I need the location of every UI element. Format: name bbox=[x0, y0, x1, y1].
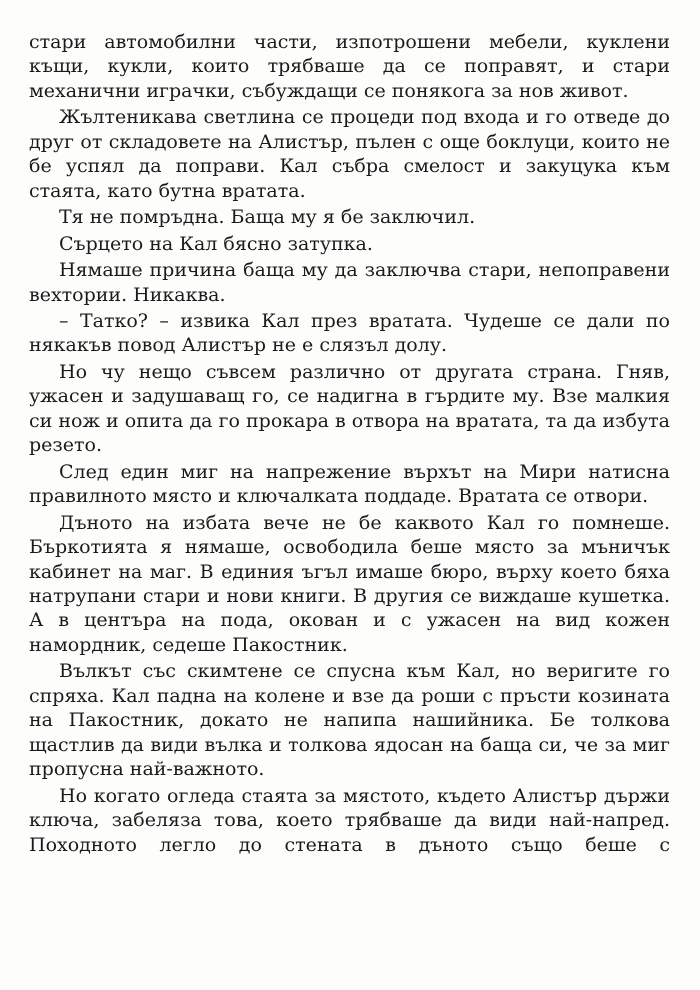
paragraph: Нямаше причина баща му да заключва стари, непоправени вехтории. Никаква. bbox=[29, 259, 670, 306]
paragraph: Вълкът със скимтене се спусна към Кал, но веригите го спряха. Кал падна на колене и взе да роши с пръсти козината на Пакостник, докато не напипа нашийника. Бе толкова щастлив да види вълка и толкова ядосан на баща си, че за миг пропусна най-важното. bbox=[29, 660, 670, 781]
page-text bbox=[29, 30, 670, 859]
paragraph: Сърцето на Кал бясно затупка. bbox=[59, 232, 373, 255]
paragraph: стари автомобилни части, изпотрошени мебели, куклени къщи, кукли, които трябваше да се поправят, и стари механични играчки, събуждащи се понякога за нов живот. bbox=[29, 31, 670, 102]
paragraph: Но чу нещо съвсем различно от другата страна. Гняв, ужасен и задушаващ го, се надигна в гърдите му. Взе малкия си нож и опита да го прокара в отвора на вратата, та да избута резето. bbox=[29, 360, 670, 457]
paragraph: Жълтеникава светлина се процеди под входа и го отведе до друг от складовете на Алистър, пълен с още боклуци, които не бе успял да поправи. Кал събра смелост и закуцука към стаята, като бутна вратата. bbox=[29, 106, 670, 202]
paragraph: – Татко? – извика Кал през вратата. Чудеше се дали по някакъв повод Алистър не е слязъл долу. bbox=[29, 309, 670, 357]
paragraph: Тя не помръдна. Баща му я бе заключил. bbox=[59, 206, 476, 229]
paragraph: След един миг на напрежение върхът на Мири натисна правилното място и ключалката поддаде. Вратата се отвори. bbox=[29, 460, 670, 508]
paragraph: Дъното на избата вече не бе каквото Кал го помнеше. Бъркотията я нямаше, освободила беше място за мъничък кабинет на маг. В единия ъгъл имаше бюро, върху което бяха натрупани стари и нови книги. В другия се виждаше кушетка. А в центъра на пода, окован и с ужасен на вид кожен намордник, седеше Пакостник. bbox=[29, 511, 670, 656]
paragraph: Но когато огледа стаята за мястото, където Алистър държи ключа, забеляза това, което трябваше да види най-напред. Походното легло до стената в дъното също беше с bbox=[29, 784, 670, 856]
